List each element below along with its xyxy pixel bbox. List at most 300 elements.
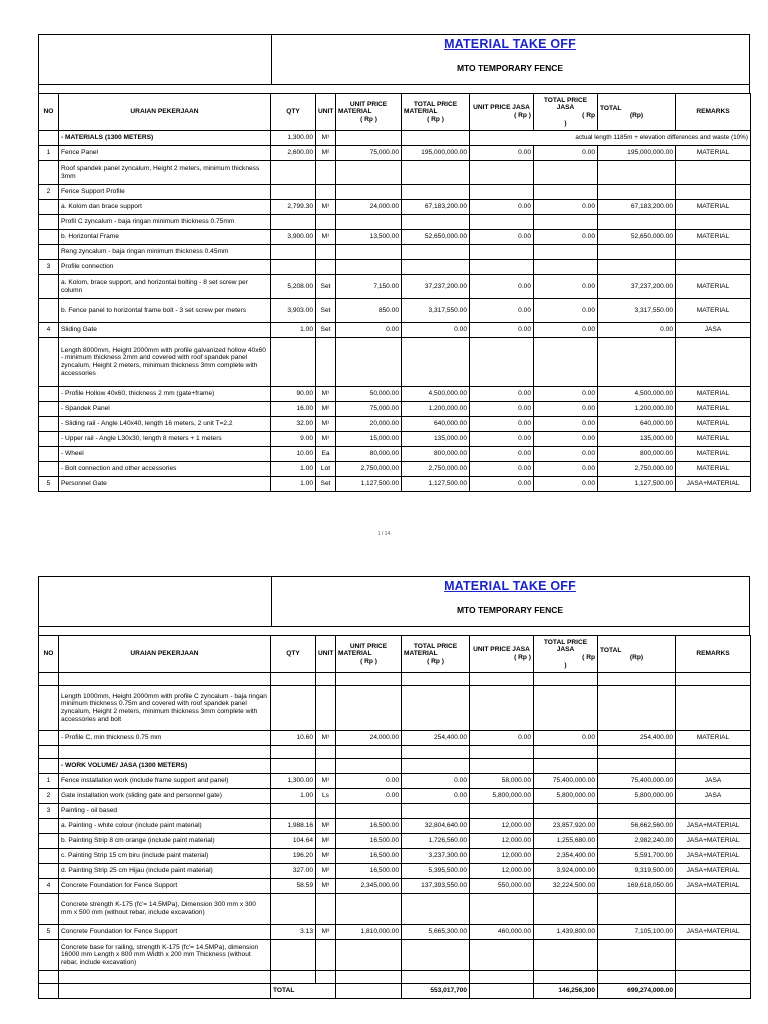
cell-unit-price-material: 0.00 [336,789,402,804]
header-unit: UNIT [316,94,336,131]
header-tpj-line1: TOTAL PRICE JASA [543,638,588,654]
cell-qty: 1.00 [271,462,316,477]
table-row [39,819,751,834]
cell-unit-price-material: 7,150.00 [336,275,402,299]
cell-total-price-jasa: 0.00 [534,432,598,447]
cell-remarks [676,185,751,200]
title-block [38,34,750,84]
header-upj-line1: UNIT PRICE JASA [473,104,530,112]
cell-total-price-material: 2,750,000.00 [402,462,470,477]
header-no: NO [39,636,59,673]
cell-unit-price-material: 16,500.00 [336,819,402,834]
cell-unit-price-jasa [470,260,534,275]
cell-unit: M² [316,834,336,849]
cell-remarks: JASA+MATERIAL [676,879,751,894]
cell-total-price-jasa: 2,354,400.00 [534,849,598,864]
cell-total [598,338,676,387]
cell-description: a. Kolom dan brace support [59,200,271,215]
table-row [39,925,751,940]
cell-remarks: MATERIAL [676,731,751,746]
cell-unit-price-jasa: 58,000.00 [470,774,534,789]
header-unit-price-jasa [470,94,534,131]
cell-description: Concrete base for railing, strength K-175 (fc'= 14.5MPa), dimension 16000 mm Length x 800 mm Width x 200 mm Thickness (without rebar, include excavation) [59,940,271,971]
cell-qty: 32.00 [271,417,316,432]
cell-unit-price-material [336,260,402,275]
total-empty-upj [470,984,534,999]
cell-qty [271,940,316,971]
cell-total-price-jasa [534,161,598,185]
cell-total-price-jasa: 0.00 [534,462,598,477]
cell-unit-price-jasa [470,161,534,185]
cell-unit-price-jasa [470,746,534,759]
cell-total [598,245,676,260]
cell-qty: 9.00 [271,432,316,447]
cell-no: 2 [39,789,59,804]
cell-total [598,161,676,185]
cell-unit [316,185,336,200]
cell-unit [316,215,336,230]
cell-unit: M² [316,864,336,879]
cell-total-price-material: 1,127,500.00 [402,477,470,492]
cell-unit [316,804,336,819]
cell-no: 3 [39,804,59,819]
cell-unit-price-jasa: 12,000.00 [470,849,534,864]
cell-unit-price-material [336,245,402,260]
cell-description: b. Horizontal Frame [59,230,271,245]
header-upm-line1: UNIT PRICE [349,642,388,650]
total-no-cell [39,984,59,999]
cell-no [39,462,59,477]
cell-no: 4 [39,879,59,894]
cell-unit-price-jasa [470,894,534,925]
cell-unit-price-material: 80,000.00 [336,447,402,462]
table-row [39,417,751,432]
cell-unit-price-material: 50,000.00 [336,387,402,402]
cell-total [598,971,676,984]
cell-no [39,849,59,864]
header-total-line1: TOTAL [600,104,622,112]
header-upm-line2: MATERIAL [338,650,372,658]
cell-total-price-material: 0.00 [402,774,470,789]
cell-no [39,864,59,879]
cell-remarks [676,260,751,275]
table-row [39,789,751,804]
cell-total: 52,650,000.00 [598,230,676,245]
cell-description [59,673,271,686]
header-tpj-line2: ( Rp [582,112,595,119]
cell-total-price-material: 67,183,200.00 [402,200,470,215]
cell-qty: 1.00 [271,323,316,338]
cell-total [598,185,676,200]
cell-description: b. Fence panel to horizontal frame bolt - 3 set screw per meters [59,299,271,323]
header-upm-line1: UNIT PRICE [349,100,388,108]
cell-unit [316,245,336,260]
cell-no: 3 [39,260,59,275]
cell-total-price-jasa [534,804,598,819]
cell-unit-price-jasa: 0.00 [470,447,534,462]
cell-no [39,731,59,746]
cell-unit-price-material: 16,500.00 [336,834,402,849]
cell-qty [271,338,316,387]
cell-unit-price-jasa: 0.00 [470,146,534,161]
cell-remarks: MATERIAL [676,275,751,299]
table-row [39,146,751,161]
cell-remarks: MATERIAL [676,200,751,215]
cell-total-price-jasa [534,971,598,984]
cell-total-price-material: 800,000.00 [402,447,470,462]
cell-remarks: JASA+MATERIAL [676,849,751,864]
cell-no [39,299,59,323]
cell-unit-price-jasa [470,971,534,984]
mto-table-page-1 [38,93,751,492]
cell-unit-price-jasa [470,686,534,731]
cell-remarks: MATERIAL [676,417,751,432]
table-header-2 [39,636,751,673]
cell-unit-price-material [336,215,402,230]
cell-unit-price-jasa: 550,000.00 [470,879,534,894]
header-total-line1: TOTAL [600,646,622,654]
cell-total-price-material: 5,395,500.00 [402,864,470,879]
table-row [39,477,751,492]
cell-remarks: actual length 1185m + elevation differences and waste (10%) [470,131,751,146]
cell-unit-price-jasa: 0.00 [470,299,534,323]
cell-qty: 3,903.00 [271,299,316,323]
header-tpm-line2: MATERIAL [404,108,438,116]
cell-unit-price-material [336,746,402,759]
mto-table-page-2 [38,635,751,999]
cell-total: 1,127,500.00 [598,477,676,492]
table-row [39,804,751,819]
cell-total-price-material: 0.00 [402,789,470,804]
page-1 [38,34,750,492]
cell-unit-price-jasa: 0.00 [470,432,534,447]
cell-total-price-jasa: 75,400,000.00 [534,774,598,789]
cell-total-price-jasa [534,894,598,925]
cell-total: 37,237,200.00 [598,275,676,299]
cell-unit-price-material [336,161,402,185]
page-number: 1 / 14 [377,531,391,537]
table-row [39,200,751,215]
cell-total: 7,105,100.00 [598,925,676,940]
cell-total-price-material [402,940,470,971]
cell-unit: M¹ [316,731,336,746]
cell-qty [271,759,316,774]
header-upm-line3: ( Rp ) [360,115,377,123]
header-remarks: REMARKS [676,94,751,131]
cell-qty: 196.20 [271,849,316,864]
cell-unit-price-material [336,185,402,200]
cell-qty: 327.00 [271,864,316,879]
cell-unit-price-material: 24,000.00 [336,200,402,215]
cell-total: 75,400,000.00 [598,774,676,789]
cell-unit-price-jasa: 12,000.00 [470,864,534,879]
cell-total-price-jasa [534,245,598,260]
cell-total: 169,618,050.00 [598,879,676,894]
cell-total: 2,982,240.00 [598,834,676,849]
header-tpm-line3: ( Rp ) [427,115,444,123]
cell-unit-price-material: 75,000.00 [336,146,402,161]
table-row [39,299,751,323]
cell-description: - Profile C, min thickness 0.75 mm [59,731,271,746]
cell-qty: 2,600.00 [271,146,316,161]
cell-no [39,200,59,215]
cell-unit: M² [316,849,336,864]
table-body-page-2 [39,673,751,984]
cell-total-price-jasa: 0.00 [534,731,598,746]
cell-total-price-material [402,971,470,984]
cell-description: a. Kolom, brace support, and horizontal bolting - 8 set screw per column [59,275,271,299]
cell-no [39,894,59,925]
cell-unit-price-jasa [470,245,534,260]
cell-unit-price-jasa: 460,000.00 [470,925,534,940]
cell-description: - WORK VOLUME/ JASA (1300 METERS) [59,759,271,774]
cell-unit-price-jasa: 5,800,000.00 [470,789,534,804]
cell-total-price-jasa: 0.00 [534,323,598,338]
cell-unit: Set [316,477,336,492]
cell-unit-price-material: 24,000.00 [336,731,402,746]
cell-no [39,971,59,984]
cell-total-price-material: 3,317,550.00 [402,299,470,323]
table-row [39,387,751,402]
cell-total-price-material [402,673,470,686]
cell-unit: M² [316,146,336,161]
cell-total-price-jasa: 3,924,000.00 [534,864,598,879]
table-header [39,94,751,131]
cell-unit-price-jasa [470,804,534,819]
table-row [39,275,751,299]
header-upj-line2: ( Rp ) [514,654,531,661]
logo-cell [39,35,272,84]
cell-description: Profile connection [59,260,271,275]
cell-total-price-material: 3,237,300.00 [402,849,470,864]
cell-total-price-jasa [534,185,598,200]
cell-description: Length 1000mm, Height 2000mm with profile C zyncalum - baja ringan minimum thickness 0.75m and covered with roof spandek panel zyncalum, Height 2 meters, minimum thickness 3mm complete with accessories and bolt [59,686,271,731]
cell-total: 195,000,000.00 [598,146,676,161]
cell-no [39,275,59,299]
cell-total-price-material: 137,393,550.00 [402,879,470,894]
cell-no [39,131,59,146]
cell-qty [271,746,316,759]
cell-no [39,819,59,834]
header-total-price-material [402,94,470,131]
cell-unit-price-material [336,804,402,819]
cell-total: 9,319,500.00 [598,864,676,879]
cell-description: - Profile Hollow 40x60, thickness 2 mm (gate+frame) [59,387,271,402]
cell-total-price-jasa: 0.00 [534,200,598,215]
cell-description: Concrete strength K-175 (fc'= 14.5MPa), Dimension 300 mm x 300 mm x 500 mm (without rebar, include excavation) [59,894,271,925]
total-jasa: 146,256,300 [534,984,598,999]
document-subtitle: MTO TEMPORARY FENCE [456,63,564,73]
cell-no [39,402,59,417]
cell-unit: M¹ [316,387,336,402]
cell-unit-price-jasa: 0.00 [470,200,534,215]
cell-total-price-jasa: 23,857,920.00 [534,819,598,834]
table-row [39,879,751,894]
cell-unit-price-jasa: 0.00 [470,417,534,432]
cell-description: Profil C zyncalum - baja ringan minimum thickness 0.75mm [59,215,271,230]
cell-unit-price-jasa [470,673,534,686]
cell-unit [316,161,336,185]
cell-total: 56,662,560.00 [598,819,676,834]
cell-unit-price-material: 0.00 [336,323,402,338]
cell-qty: 5,208.00 [271,275,316,299]
cell-total-price-material [402,245,470,260]
cell-no [39,432,59,447]
table-row [39,864,751,879]
cell-total: 800,000.00 [598,447,676,462]
spacer [38,84,750,93]
table-row [39,432,751,447]
cell-total: 135,000.00 [598,432,676,447]
cell-total-price-jasa: 32,224,500.00 [534,879,598,894]
cell-remarks: JASA [676,789,751,804]
cell-description: - Wheel [59,447,271,462]
cell-unit-price-material: 75,000.00 [336,402,402,417]
cell-description: d. Painting Strip 25 cm Hijau (include paint material) [59,864,271,879]
cell-total-price-material [402,894,470,925]
cell-total-price-jasa: 1,255,680.00 [534,834,598,849]
cell-qty [271,245,316,260]
cell-description: c. Painting Strip 15 cm biru (include paint material) [59,849,271,864]
cell-description: - Sliding rail - Angle L40x40, length 16 meters, 2 unit T=2,2 [59,417,271,432]
header-total-price-jasa [534,636,598,673]
total-empty-desc [59,984,271,999]
cell-unit-price-material [336,894,402,925]
header-tpm-line1: TOTAL PRICE [413,642,458,650]
cell-total-price-material: 37,237,200.00 [402,275,470,299]
page-2 [38,576,750,999]
cell-unit: M¹ [316,230,336,245]
cell-description: Roof spandek panel zyncalum, Height 2 meters, minimum thickness 3mm [59,161,271,185]
table-row [39,230,751,245]
cell-no [39,230,59,245]
cell-unit: Set [316,275,336,299]
table-row [39,759,751,774]
cell-total-price-material [402,215,470,230]
cell-total [598,215,676,230]
cell-unit-price-material: 16,500.00 [336,864,402,879]
cell-remarks: MATERIAL [676,230,751,245]
header-total-price-jasa [534,94,598,131]
cell-unit-price-jasa: 0.00 [470,230,534,245]
spacer-2 [38,626,750,635]
cell-remarks [676,673,751,686]
header-total-price-material [402,636,470,673]
cell-description: Painting - oil based [59,804,271,819]
cell-qty: 1.00 [271,477,316,492]
cell-qty [271,971,316,984]
cell-unit-price-material [336,131,402,146]
cell-unit-price-jasa: 12,000.00 [470,834,534,849]
cell-unit-price-material [336,673,402,686]
cell-qty: 10.60 [271,731,316,746]
cell-remarks: JASA [676,774,751,789]
cell-total: 0.00 [598,323,676,338]
header-tpm-line1: TOTAL PRICE [413,100,458,108]
cell-remarks [676,215,751,230]
cell-remarks: JASA+MATERIAL [676,834,751,849]
cell-description: Reng zyncalum - baja ringan minimum thickness 0.45mm [59,245,271,260]
cell-total-price-jasa [534,673,598,686]
table-row [39,731,751,746]
cell-unit: Ea [316,447,336,462]
cell-total-price-material: 4,500,000.00 [402,387,470,402]
cell-qty: 104.64 [271,834,316,849]
cell-unit [316,673,336,686]
table-row [39,402,751,417]
cell-unit: Set [316,299,336,323]
cell-remarks [676,161,751,185]
cell-remarks: JASA+MATERIAL [676,864,751,879]
table-row [39,971,751,984]
table-row [39,746,751,759]
table-row [39,131,751,146]
table-row [39,323,751,338]
header-unit-price-jasa [470,636,534,673]
cell-no [39,834,59,849]
cell-description: Concrete Foundation for Fence Support [59,879,271,894]
cell-qty [271,804,316,819]
cell-total-price-material: 195,000,000.00 [402,146,470,161]
cell-total-price-jasa: 0.00 [534,447,598,462]
cell-remarks: JASA+MATERIAL [676,819,751,834]
cell-remarks [676,894,751,925]
cell-qty [271,215,316,230]
cell-total-price-material [402,131,470,146]
cell-description: Fence Panel [59,146,271,161]
cell-total [598,260,676,275]
cell-total-price-jasa [534,260,598,275]
cell-total-price-material [402,161,470,185]
header-qty: QTY [271,94,316,131]
cell-qty [271,260,316,275]
cell-unit-price-jasa [470,940,534,971]
cell-unit [316,894,336,925]
cell-remarks: MATERIAL [676,432,751,447]
cell-total-price-material [402,185,470,200]
table-row [39,774,751,789]
cell-remarks [676,971,751,984]
cell-remarks [676,686,751,731]
cell-unit-price-material: 1,127,500.00 [336,477,402,492]
cell-total [598,686,676,731]
header-uraian: URAIAN PEKERJAAN [59,636,271,673]
cell-unit-price-material: 1,810,000.00 [336,925,402,940]
header-tpj-line2: ( Rp [582,654,595,661]
cell-unit-price-material: 15,000.00 [336,432,402,447]
cell-remarks [676,746,751,759]
cell-no [39,447,59,462]
header-no: NO [39,94,59,131]
cell-total [598,940,676,971]
cell-total: 1,200,000.00 [598,402,676,417]
cell-total: 2,750,000.00 [598,462,676,477]
cell-qty: 10.00 [271,447,316,462]
table-row [39,245,751,260]
total-empty-remarks [676,984,751,999]
table-footer [39,984,751,999]
table-row [39,894,751,925]
cell-qty: 1,988.16 [271,819,316,834]
cell-qty [271,673,316,686]
cell-no [39,673,59,686]
cell-unit-price-jasa: 0.00 [470,323,534,338]
document-title: MATERIAL TAKE OFF [444,37,576,51]
cell-unit [316,260,336,275]
header-unit-price-material [336,636,402,673]
cell-unit: M³ [316,879,336,894]
cell-description: Gate installation work (sliding gate and personnel gate) [59,789,271,804]
